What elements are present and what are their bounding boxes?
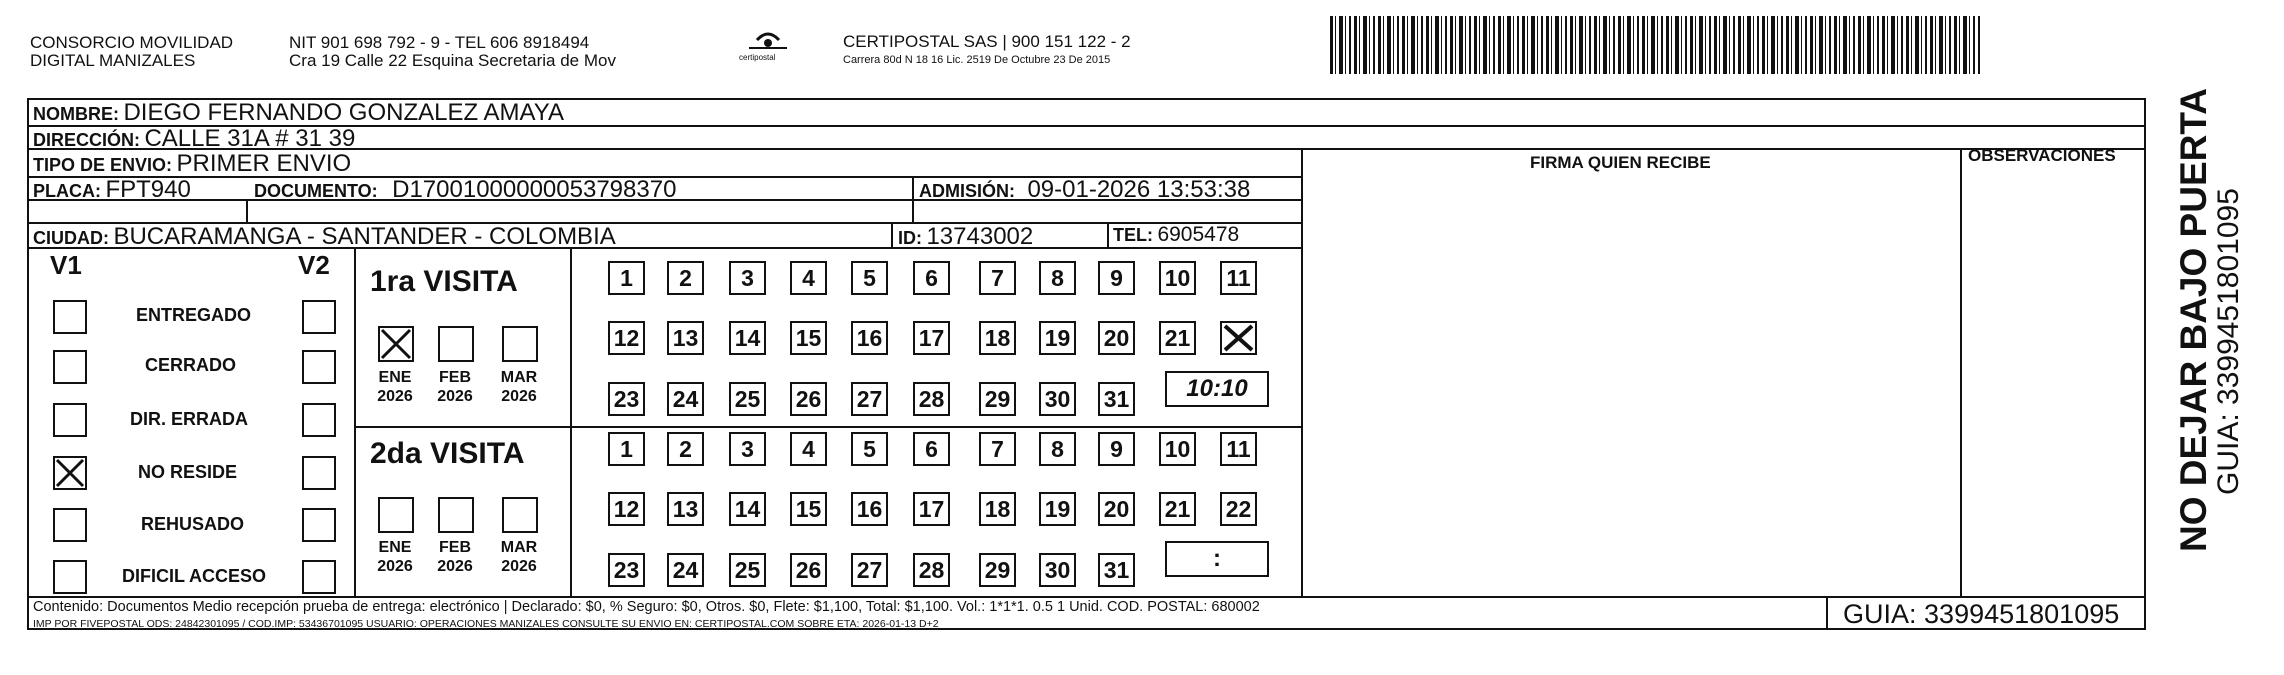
courier-license: Carrera 80d N 18 16 Lic. 2519 De Octubre 23 De 2015 [843,54,1111,66]
observations-area [1964,178,2144,594]
first-visit-month-feb-label: FEB 2026 [437,369,473,405]
second-visit-day-27[interactable]: 27 [851,553,888,587]
first-visit-day-16[interactable]: 16 [851,321,888,355]
shipment-type-field [33,150,351,178]
side-guia: GUIA: 3399451801095 [2212,188,2245,495]
first-visit-day-4[interactable]: 4 [790,261,827,295]
v1-checkbox-entregado[interactable] [53,300,87,334]
status-label-rehusado: REHUSADO [141,514,245,534]
first-visit-day-22[interactable] [1220,321,1257,355]
second-visit-day-1[interactable]: 1 [608,432,645,466]
second-visit-day-29[interactable]: 29 [979,553,1016,587]
second-visit-day-18[interactable]: 18 [979,492,1016,526]
tel-field [1113,223,1239,247]
v2-label: V2 [298,250,330,280]
v2-checkbox-dificil-acceso[interactable] [302,560,336,594]
second-visit-day-6[interactable]: 6 [913,432,950,466]
second-visit-day-25[interactable]: 25 [729,553,766,587]
second-visit-day-5[interactable]: 5 [851,432,888,466]
v2-checkbox-cerrado[interactable] [302,350,336,384]
first-visit-day-8[interactable]: 8 [1039,261,1076,295]
second-visit-day-10[interactable]: 10 [1159,432,1196,466]
second-visit-month-feb-label: FEB 2026 [437,539,473,575]
guia-footer [1843,599,2119,630]
second-visit-day-8[interactable]: 8 [1039,432,1076,466]
first-visit-day-25[interactable]: 25 [729,382,766,416]
first-visit-day-31[interactable]: 31 [1098,382,1135,416]
name-field [33,99,564,127]
v1-checkbox-cerrado[interactable] [53,350,87,384]
second-visit-day-28[interactable]: 28 [913,553,950,587]
address-field [33,125,355,153]
admission-label: ADMISIÓN: [919,181,1015,201]
print-info: IMP POR FIVEPOSTAL ODS: 24842301095 / COD.IMP: 53436701095 USUARIO: OPERACIONES MANIZALES CONSULTE SU ENVIO EN: CERTIPOSTAL.COM SOBRE ETA: 2026-01-13 D+2 [33,618,939,630]
city-label: CIUDAD: [33,228,109,248]
second-visit-day-2[interactable]: 2 [667,432,704,466]
second-visit-day-19[interactable]: 19 [1039,492,1076,526]
first-visit-day-17[interactable]: 17 [913,321,950,355]
signature-area [1305,178,1957,594]
first-visit-day-30[interactable]: 30 [1039,382,1076,416]
second-visit-day-31[interactable]: 31 [1098,553,1135,587]
barcode [1330,16,1980,74]
city-field [33,223,616,251]
status-label-cerrado: CERRADO [145,355,237,375]
sender-address: Cra 19 Calle 22 Esquina Secretaria de Mov [289,51,616,70]
recipient-address: CALLE 31A # 31 39 [144,125,356,152]
sender-nit: NIT 901 698 792 - 9 - TEL 606 8918494 [289,33,590,52]
second-visit-day-11[interactable]: 11 [1220,432,1257,466]
first-visit-day-18[interactable]: 18 [979,321,1016,355]
side-warning: NO DEJAR BAJO PUERTA [2173,88,2214,552]
second-visit-day-3[interactable]: 3 [729,432,766,466]
document-field [254,176,676,204]
address-label: DIRECCIÓN: [33,130,140,150]
second-visit-day-14[interactable]: 14 [729,492,766,526]
first-visit-day-3[interactable]: 3 [729,261,766,295]
certipostal-logo [735,26,801,66]
first-visit-day-14[interactable]: 14 [729,321,766,355]
second-visit-month-mar[interactable] [502,497,538,533]
logo-text: certipostal [739,53,776,62]
guia-label: GUIA: [1843,599,1917,629]
first-visit-day-12[interactable]: 12 [608,321,645,355]
admission-value: 09-01-2026 13:53:38 [1027,176,1251,203]
first-visit-day-29[interactable]: 29 [979,382,1016,416]
shipment-type: PRIMER ENVIO [176,150,352,177]
first-visit-day-9[interactable]: 9 [1098,261,1135,295]
tel-label: TEL: [1113,225,1153,245]
v1-checkbox-rehusado[interactable] [53,508,87,542]
check-x-icon [55,458,85,488]
status-label-dir-errada: DIR. ERRADA [130,409,249,429]
id-value: 13743002 [926,223,1034,250]
first-visit-time-box[interactable] [1165,371,1269,407]
second-visit-day-15[interactable]: 15 [790,492,827,526]
first-visit-time: 10:10 [1186,375,1248,402]
id-label: ID: [898,228,922,248]
signature-header: FIRMA QUIEN RECIBE [1530,153,1711,172]
second-visit-month-ene[interactable] [378,497,414,533]
second-visit-time-box[interactable] [1165,541,1269,577]
first-visit-day-23[interactable]: 23 [608,382,645,416]
status-label-no-reside: NO RESIDE [138,462,238,482]
second-visit-day-9[interactable]: 9 [1098,432,1135,466]
status-label-dificil-acceso: DIFICIL ACCESO [122,566,267,586]
first-visit-month-mar[interactable] [502,326,538,362]
sender-name-line-1: CONSORCIO MOVILIDAD [30,33,234,52]
first-visit-title: 1ra VISITA [370,265,518,298]
courier-info [843,32,1131,66]
first-visit-month-mar-label: MAR 2026 [500,369,538,405]
first-visit-day-10[interactable]: 10 [1159,261,1196,295]
second-visit-day-20[interactable]: 20 [1098,492,1135,526]
first-visit-day-1[interactable]: 1 [608,261,645,295]
second-visit-month-ene-label: ENE 2026 [377,539,413,575]
second-visit-day-30[interactable]: 30 [1039,553,1076,587]
second-visit-day-17[interactable]: 17 [913,492,950,526]
first-visit-month-feb[interactable] [438,326,474,362]
first-visit-day-7[interactable]: 7 [979,261,1016,295]
plate-field [33,176,191,204]
city-value: BUCARAMANGA - SANTANDER - COLOMBIA [113,223,616,250]
tel-value: 6905478 [1157,223,1240,246]
recipient-name: DIEGO FERNANDO GONZALEZ AMAYA [123,99,564,126]
check-x-icon [380,328,412,360]
sender-info [289,34,616,70]
second-visit-day-24[interactable]: 24 [667,553,704,587]
first-visit-day-15[interactable]: 15 [790,321,827,355]
document-label: DOCUMENTO: [254,181,378,201]
second-visit-month-mar-label: MAR 2026 [500,539,538,575]
v2-checkbox-rehusado[interactable] [302,508,336,542]
shipment-contents: Contenido: Documentos Medio recepción prueba de entrega: electrónico | Declarado: $0, % Seguro: $0, Otros. $0, Flete: $1,100, Total: $1,100. Vol.: 1*1*1. 0.5 1 Unid. COD. POSTAL: 680002 [33,599,1260,615]
first-visit-month-ene[interactable] [378,326,414,362]
first-visit-day-20[interactable]: 20 [1098,321,1135,355]
plate-label: PLACA: [33,181,101,201]
admission-field [919,176,1250,204]
name-label: NOMBRE: [33,104,119,124]
first-visit-day-27[interactable]: 27 [851,382,888,416]
v1-checkbox-dir-errada[interactable] [53,403,87,437]
first-visit-day-6[interactable]: 6 [913,261,950,295]
v1-checkbox-dificil-acceso[interactable] [53,560,87,594]
first-visit-day-19[interactable]: 19 [1039,321,1076,355]
second-visit-day-26[interactable]: 26 [790,553,827,587]
courier-line: CERTIPOSTAL SAS | 900 151 122 - 2 [843,32,1131,51]
first-visit-day-5[interactable]: 5 [851,261,888,295]
second-visit-title: 2da VISITA [370,437,525,470]
v1-label: V1 [50,250,82,280]
first-visit-day-21[interactable]: 21 [1159,321,1196,355]
observations-header: OBSERVACIONES [1968,146,2116,165]
second-visit-month-feb[interactable] [438,497,474,533]
id-field [898,223,1033,251]
first-visit-day-26[interactable]: 26 [790,382,827,416]
first-visit-day-11[interactable]: 11 [1220,261,1257,295]
second-visit-day-12[interactable]: 12 [608,492,645,526]
first-visit-month-ene-label: ENE 2026 [377,369,413,405]
first-visit-day-2[interactable]: 2 [667,261,704,295]
plate-value: FPT940 [105,176,191,203]
first-visit-day-28[interactable]: 28 [913,382,950,416]
second-visit-time: : [1213,545,1221,572]
v2-checkbox-entregado[interactable] [302,300,336,334]
second-visit-day-23[interactable]: 23 [608,553,645,587]
v2-checkbox-no-reside[interactable] [302,456,336,490]
check-x-icon [1222,323,1255,353]
v1-checkbox-no-reside[interactable] [53,456,87,490]
sender-name [30,34,233,70]
first-visit-day-24[interactable]: 24 [667,382,704,416]
second-visit-day-7[interactable]: 7 [979,432,1016,466]
second-visit-day-16[interactable]: 16 [851,492,888,526]
v2-checkbox-dir-errada[interactable] [302,403,336,437]
second-visit-day-21[interactable]: 21 [1159,492,1196,526]
first-visit-day-13[interactable]: 13 [667,321,704,355]
second-visit-day-13[interactable]: 13 [667,492,704,526]
sender-name-line-2: DIGITAL MANIZALES [30,51,196,70]
second-visit-day-22[interactable]: 22 [1220,492,1257,526]
status-label-entregado: ENTREGADO [136,305,252,325]
second-visit-day-4[interactable]: 4 [790,432,827,466]
guia-number: 3399451801095 [1924,599,2120,629]
document-value: D17001000000053798370 [392,176,677,203]
shipment-type-label: TIPO DE ENVIO: [33,155,173,175]
